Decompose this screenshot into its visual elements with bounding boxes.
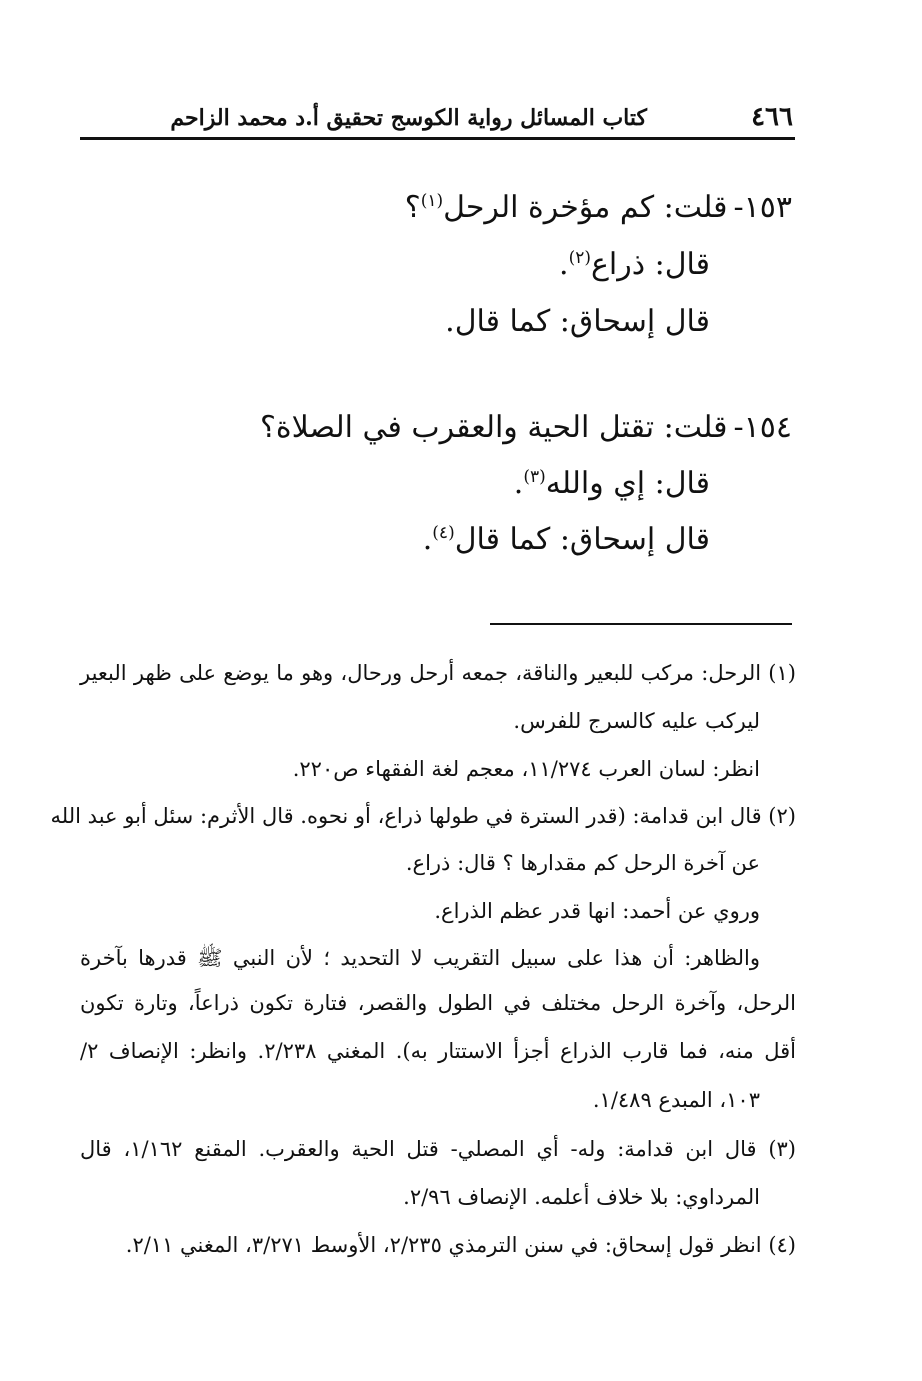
ishaq-text: قال إسحاق: كما قال.: [445, 304, 710, 339]
question-text: قلت: كم مؤخرة الرحل: [443, 190, 728, 225]
ishaq-text: قال إسحاق: كما قال: [454, 522, 710, 557]
footnote-ref: (١): [420, 191, 444, 211]
question-154: [260, 408, 792, 448]
footnote-line: والظاهر: أن هذا على سبيل التقريب لا التحديد ؛ لأن النبي ﷺ قدرها بآخرة: [80, 946, 760, 970]
footnote-line: (١) الرحل: مركب للبعير والناقة، جمعه أرحل ورحال، وهو ما يوضع على ظهر البعير: [80, 661, 796, 685]
footnote-line: وروي عن أحمد: انها قدر عظم الذراع.: [434, 899, 760, 923]
ishaq-154: [423, 520, 710, 560]
footnote-ref: (٣): [523, 467, 546, 487]
question-number: ١٥٣-: [733, 190, 792, 225]
period: .: [559, 247, 569, 282]
answer-text: قال: ذراع: [590, 247, 710, 282]
footnote-line: (٢) قال ابن قدامة: (قدر السترة في طولها ذراع، أو نحوه. قال الأثرم: سئل أبو عبد الله: [50, 804, 796, 828]
question-mark: ؟: [404, 190, 421, 225]
footnote-line: أقل منه، فما قارب الذراع أجزأ الاستتار به). المغني ٢/٢٣٨. وانظر: الإنصاف ٢/: [80, 1039, 796, 1063]
answer-text: قال: إي والله: [545, 466, 710, 501]
footnote-line: عن آخرة الرحل كم مقدارها ؟ قال: ذراع.: [405, 851, 760, 875]
footnote-line: الرحل، وآخرة الرحل مختلف في الطول والقصر، فتارة تكون ذراعاً، وتارة تكون: [80, 991, 796, 1015]
answer-153: [559, 245, 710, 285]
page-number: ٤٦٦: [751, 102, 793, 132]
book-title: كتاب المسائل رواية الكوسج تحقيق أ.د محمد الزاحم: [170, 105, 647, 131]
footnote-ref: (٤): [432, 523, 455, 543]
footnote-line: (٤) انظر قول إسحاق: في سنن الترمذي ٢/٢٣٥، الأوسط ٣/٢٧١، المغني ٢/١١.: [125, 1233, 796, 1257]
footnote-separator: [490, 623, 792, 625]
footnote-ref: (٢): [568, 248, 591, 268]
period: .: [513, 466, 524, 501]
period: .: [422, 522, 433, 557]
answer-154: [514, 464, 710, 504]
footnote-line: المرداوي: بلا خلاف أعلمه. الإنصاف ٢/٩٦.: [403, 1185, 760, 1209]
question-text: قلت: تقتل الحية والعقرب في الصلاة؟: [259, 410, 728, 445]
footnote-line: انظر: لسان العرب ١١/٢٧٤، معجم لغة الفقهاء ص٢٢٠.: [292, 757, 760, 781]
footnote-line: (٣) قال ابن قدامة: وله- أي المصلي- قتل الحية والعقرب. المقنع ١/١٦٢، قال: [80, 1137, 796, 1161]
question-number: ١٥٤-: [733, 410, 792, 445]
ishaq-153: [445, 302, 710, 342]
footnote-line: ١٠٣، المبدع ١/٤٨٩.: [592, 1088, 760, 1112]
footnote-line: ليركب عليه كالسرج للفرس.: [513, 709, 760, 733]
running-header: [80, 98, 795, 140]
question-153: [405, 188, 792, 228]
